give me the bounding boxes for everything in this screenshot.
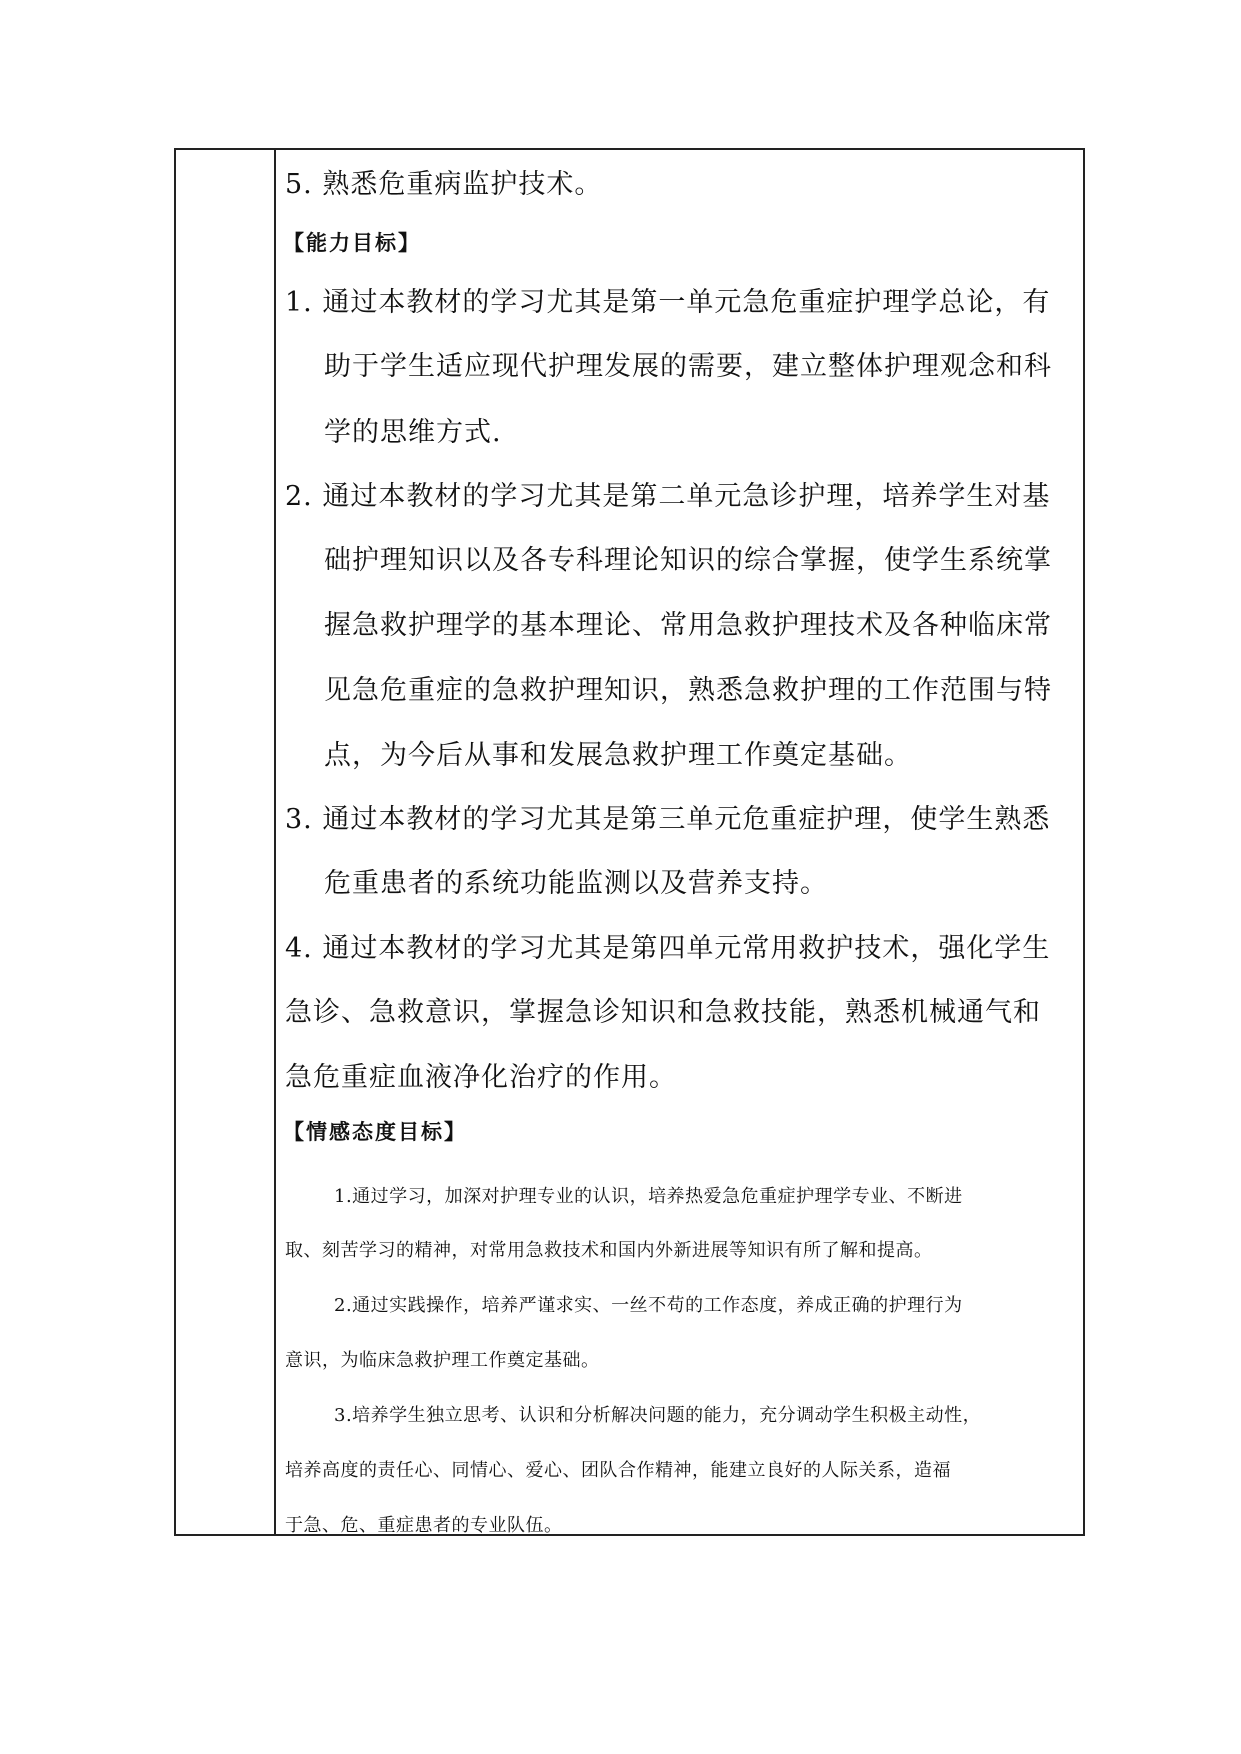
attitude-item-3-line: 培养高度的责任心、同情心、爱心、团队合作精神，能建立良好的人际关系，造福 bbox=[285, 1460, 951, 1481]
attitude-item-2-line: 2.通过实践操作，培养严谨求实、一丝不苟的工作态度，养成正确的护理行为 bbox=[334, 1295, 963, 1316]
column-divider bbox=[274, 150, 276, 1534]
ability-item-3-line: 危重患者的系统功能监测以及营养支持。 bbox=[324, 868, 828, 899]
ability-heading: 【能力目标】 bbox=[283, 230, 421, 255]
ability-item-4-line: 4. 通过本教材的学习尤其是第四单元常用救护技术，强化学生 bbox=[285, 933, 1051, 964]
attitude-item-3-line: 3.培养学生独立思考、认识和分析解决问题的能力，充分调动学生积极主动性， bbox=[334, 1405, 982, 1426]
ability-item-1-line: 学的思维方式. bbox=[324, 417, 502, 448]
attitude-item-1-line: 1.通过学习，加深对护理专业的认识，培养热爱急危重症护理学专业、不断进 bbox=[334, 1186, 963, 1207]
ability-item-1-line: 1. 通过本教材的学习尤其是第一单元急危重症护理学总论，有 bbox=[285, 287, 1051, 318]
ability-item-3-line: 3. 通过本教材的学习尤其是第三单元危重症护理，使学生熟悉 bbox=[285, 804, 1051, 835]
ability-item-2-line: 2. 通过本教材的学习尤其是第二单元急诊护理，培养学生对基 bbox=[285, 481, 1051, 512]
ability-item-1-line: 助于学生适应现代护理发展的需要，建立整体护理观念和科 bbox=[324, 351, 1052, 382]
attitude-item-2-line: 意识，为临床急救护理工作奠定基础。 bbox=[285, 1350, 600, 1371]
knowledge-item-5: 5. 熟悉危重病监护技术。 bbox=[285, 169, 603, 200]
ability-item-2-line: 见急危重症的急救护理知识，熟悉急救护理的工作范围与特 bbox=[324, 675, 1052, 706]
attitude-heading: 【情感态度目标】 bbox=[283, 1119, 467, 1144]
ability-item-4-line: 急诊、急救意识，掌握急诊知识和急救技能，熟悉机械通气和 bbox=[285, 997, 1041, 1028]
attitude-item-3-line: 于急、危、重症患者的专业队伍。 bbox=[285, 1515, 563, 1536]
ability-item-4-line: 急危重症血液净化治疗的作用。 bbox=[285, 1062, 677, 1093]
attitude-item-1-line: 取、刻苦学习的精神，对常用急救技术和国内外新进展等知识有所了解和提高。 bbox=[285, 1240, 933, 1261]
ability-item-2-line: 握急救护理学的基本理论、常用急救护理技术及各种临床常 bbox=[324, 610, 1052, 641]
ability-item-2-line: 点，为今后从事和发展急救护理工作奠定基础。 bbox=[324, 740, 912, 771]
ability-item-2-line: 础护理知识以及各专科理论知识的综合掌握，使学生系统掌 bbox=[324, 545, 1052, 576]
